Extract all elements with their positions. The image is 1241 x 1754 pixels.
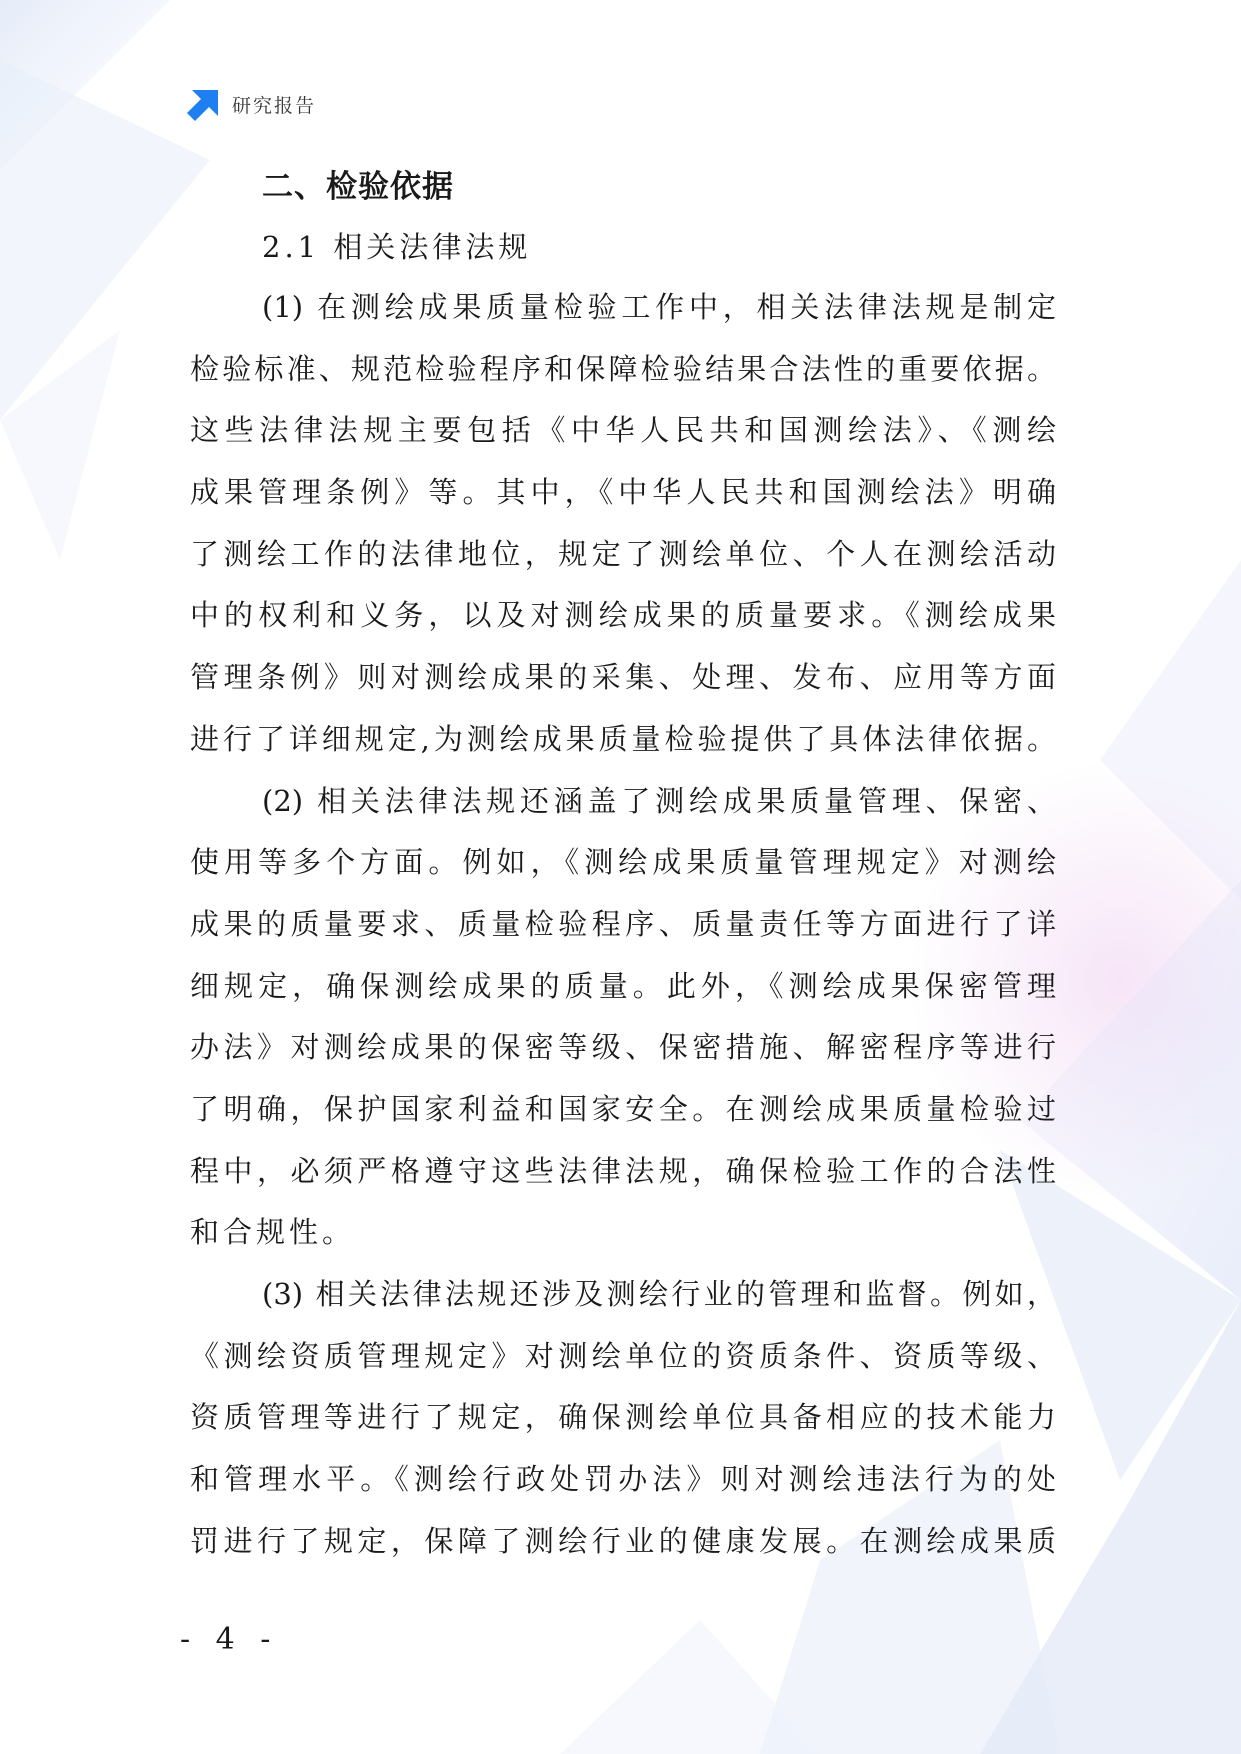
paragraph-line: (3) 相关法律法规还涉及测绘行业的管理和监督。例如， <box>262 1277 1056 1311</box>
section-title: 二、检验依据 <box>262 169 454 205</box>
paragraph-line: 和合规性。 <box>190 1215 356 1250</box>
report-brand-label: 研究报告 <box>232 94 317 117</box>
paragraph-1 <box>190 277 1056 771</box>
paragraph-line: 资质管理等进行了规定，确保测绘单位具备相应的技术能力 <box>190 1400 1056 1435</box>
paragraph-line: 进行了详细规定,为测绘成果质量检验提供了具体法律依据。 <box>190 721 1056 756</box>
paragraph-line: 办法》对测绘成果的保密等级、保密措施、解密程序等进行 <box>190 1030 1056 1065</box>
paragraph-line: 使用等多个方面。例如，《测绘成果质量管理规定》对测绘 <box>190 845 1056 880</box>
paragraph-2 <box>190 771 1056 1265</box>
paragraph-line: 了明确，保护国家利益和国家安全。在测绘成果质量检验过 <box>190 1091 1056 1126</box>
paragraph-line: 中的权利和义务，以及对测绘成果的质量要求。《测绘成果 <box>190 598 1056 633</box>
paragraph-line: 这些法律法规主要包括《中华人民共和国测绘法》、《测绘 <box>190 413 1056 448</box>
paragraph-3 <box>190 1264 1056 1572</box>
paragraph-line: 管理条例》则对测绘成果的采集、处理、发布、应用等方面 <box>190 660 1056 695</box>
paragraph-line: 程中，必须严格遵守这些法律法规，确保检验工作的合法性 <box>190 1153 1056 1188</box>
paragraph-line: 检验标准、规范检验程序和保障检验结果合法性的重要依据。 <box>190 351 1056 386</box>
document-body <box>190 157 1056 1572</box>
paragraph-line: 成果管理条例》等。其中，《中华人民共和国测绘法》明确 <box>190 475 1056 510</box>
arrow-logo-icon <box>186 86 222 122</box>
report-header <box>186 86 316 122</box>
paragraph-line: 成果的质量要求、质量检验程序、质量责任等方面进行了详 <box>190 906 1056 941</box>
paragraph-line: (2) 相关法律法规还涵盖了测绘成果质量管理、保密、 <box>262 783 1056 818</box>
paragraph-line: 了测绘工作的法律地位，规定了测绘单位、个人在测绘活动 <box>190 536 1056 571</box>
paragraph-line: 罚进行了规定，保障了测绘行业的健康发展。在测绘成果质 <box>190 1523 1056 1558</box>
section-subtitle: 2.1 相关法律法规 <box>262 230 532 264</box>
paragraph-line: (1) 在测绘成果质量检验工作中，相关法律法规是制定 <box>262 290 1056 324</box>
paragraph-line: 和管理水平。《测绘行政处罚办法》则对测绘违法行为的处 <box>190 1462 1056 1497</box>
paragraph-line: 《测绘资质管理规定》对测绘单位的资质条件、资质等级、 <box>190 1338 1056 1373</box>
paragraph-line: 细规定，确保测绘成果的质量。此外，《测绘成果保密管理 <box>190 968 1056 1003</box>
page-number: - 4 - <box>180 1622 279 1657</box>
